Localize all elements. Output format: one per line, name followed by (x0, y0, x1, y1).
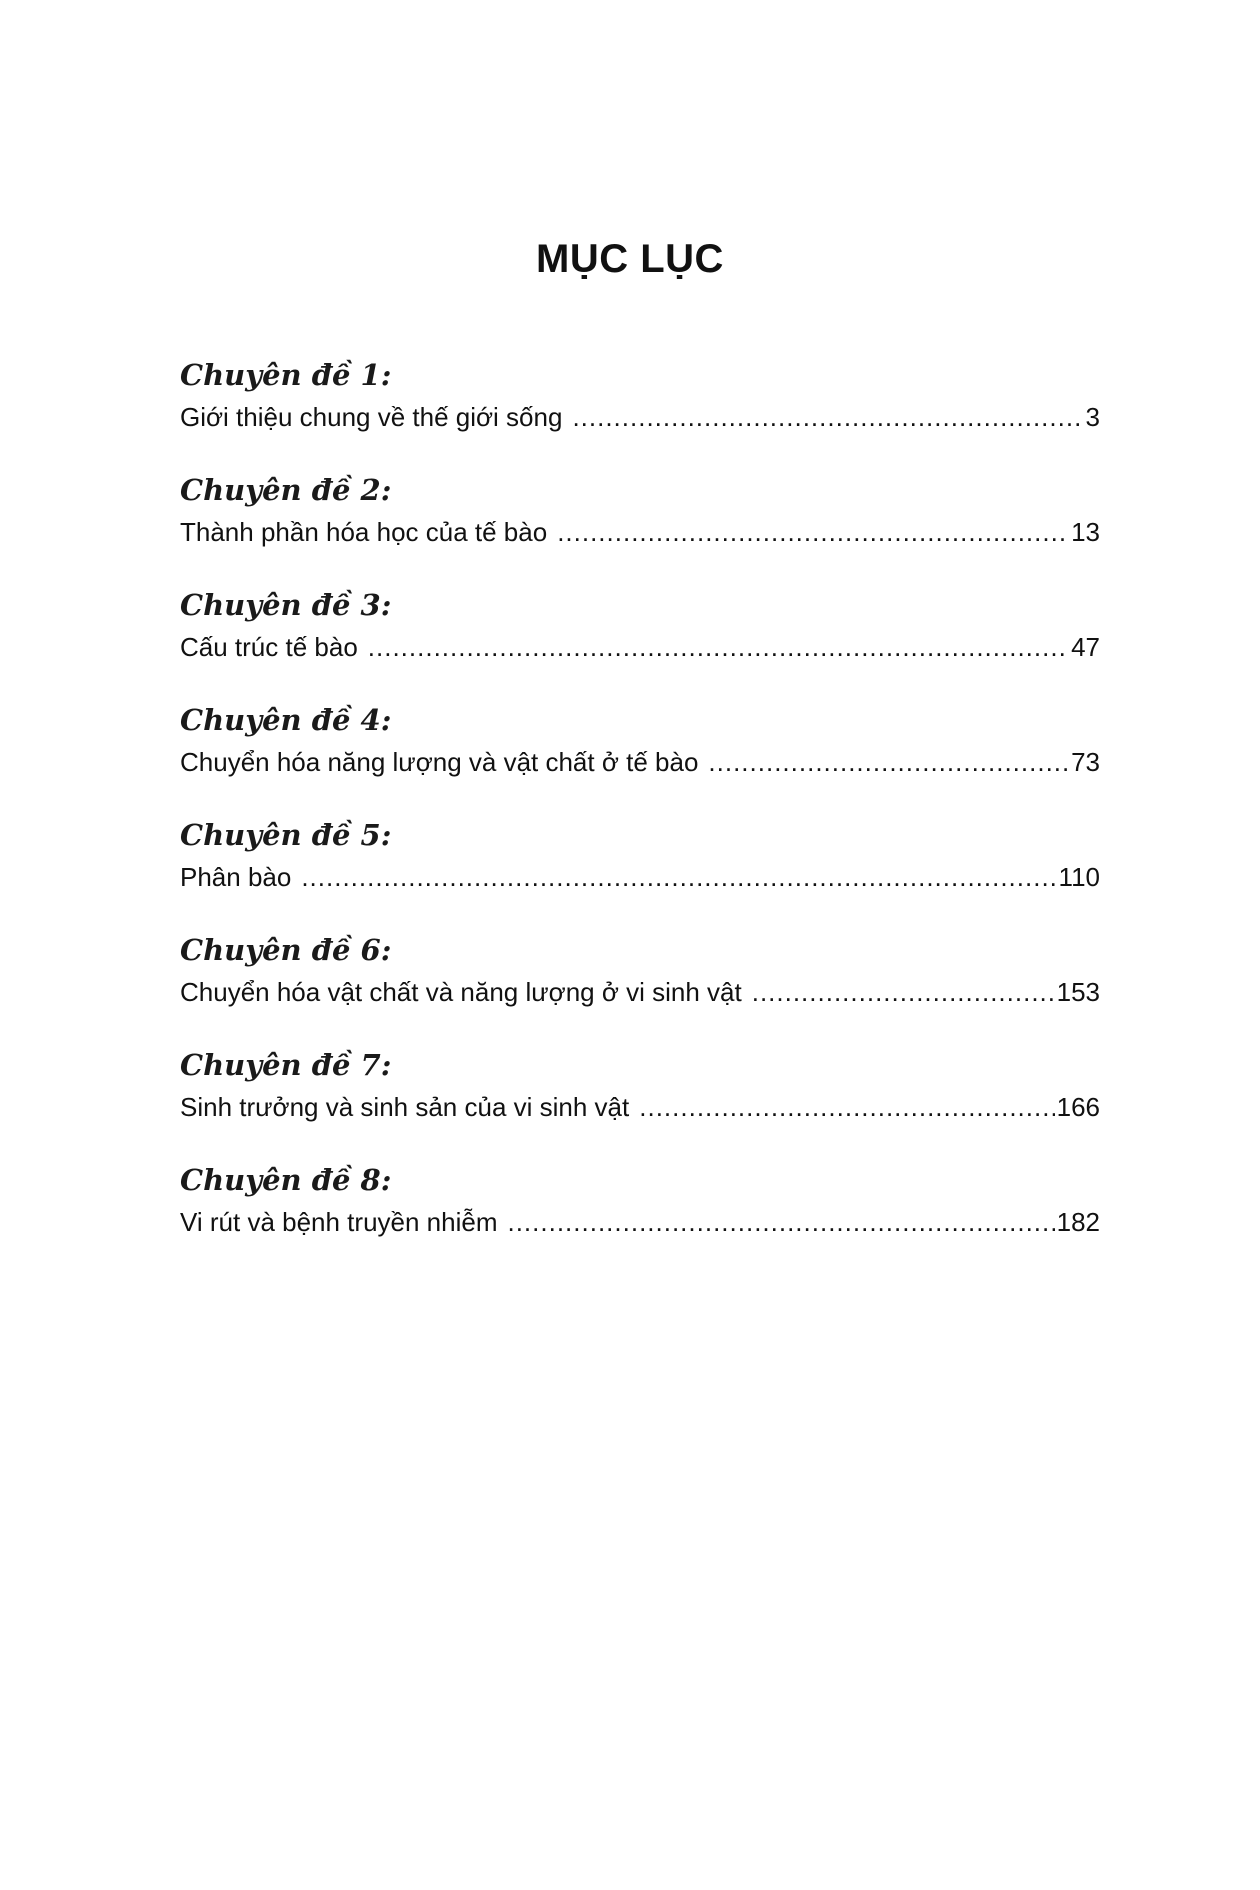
dot-leader (572, 397, 1083, 437)
dot-leader (639, 1087, 1054, 1127)
toc-entry-6 (180, 928, 1100, 1043)
page-title: MỤC LỤC (536, 236, 724, 281)
chapter-label: Chuyên đề 7: (180, 1048, 392, 1082)
chapter-label: Chuyên đề 4: (180, 703, 392, 737)
dot-leader (301, 857, 1056, 897)
toc-line[interactable] (180, 972, 1100, 1012)
page-number: 153 (1056, 977, 1100, 1007)
page-number: 47 (1071, 632, 1100, 662)
chapter-label: Chuyên đề 1: (180, 358, 392, 392)
chapter-label: Chuyên đề 8: (180, 1163, 392, 1197)
chapter-title: Phân bào (180, 862, 292, 892)
toc-entry-1 (180, 353, 1100, 468)
dot-leader (708, 742, 1069, 782)
page-number: 110 (1058, 862, 1100, 892)
dot-leader (752, 972, 1055, 1012)
toc-entry-5 (180, 813, 1100, 928)
dot-leader (507, 1202, 1054, 1242)
toc-line[interactable] (180, 1202, 1100, 1242)
toc-line[interactable] (180, 627, 1100, 667)
table-of-contents (180, 353, 1100, 1273)
dot-leader (368, 627, 1069, 667)
page-number: 182 (1056, 1207, 1100, 1237)
page-number: 73 (1071, 747, 1100, 777)
chapter-label: Chuyên đề 3: (180, 588, 392, 622)
page-number: 3 (1085, 402, 1100, 432)
toc-line[interactable] (180, 742, 1100, 782)
toc-entry-2 (180, 468, 1100, 583)
toc-line[interactable] (180, 857, 1100, 897)
toc-entry-7 (180, 1043, 1100, 1158)
chapter-title: Vi rút và bệnh truyền nhiễm (180, 1207, 498, 1237)
toc-entry-8 (180, 1158, 1100, 1273)
toc-line[interactable] (180, 512, 1100, 552)
chapter-title: Cấu trúc tế bào (180, 632, 358, 662)
chapter-title: Giới thiệu chung về thế giới sống (180, 402, 563, 432)
page-number: 13 (1071, 517, 1100, 547)
dot-leader (557, 512, 1069, 552)
toc-entry-3 (180, 583, 1100, 698)
chapter-label: Chuyên đề 6: (180, 933, 392, 967)
chapter-title: Chuyển hóa vật chất và năng lượng ở vi sinh vật (180, 977, 742, 1007)
chapter-title: Chuyển hóa năng lượng và vật chất ở tế bào (180, 747, 699, 777)
page-number: 166 (1056, 1092, 1100, 1122)
chapter-title: Thành phần hóa học của tế bào (180, 517, 548, 547)
chapter-title: Sinh trưởng và sinh sản của vi sinh vật (180, 1092, 630, 1122)
toc-entry-4 (180, 698, 1100, 813)
toc-line[interactable] (180, 397, 1100, 437)
chapter-label: Chuyên đề 2: (180, 473, 392, 507)
toc-line[interactable] (180, 1087, 1100, 1127)
chapter-label: Chuyên đề 5: (180, 818, 392, 852)
